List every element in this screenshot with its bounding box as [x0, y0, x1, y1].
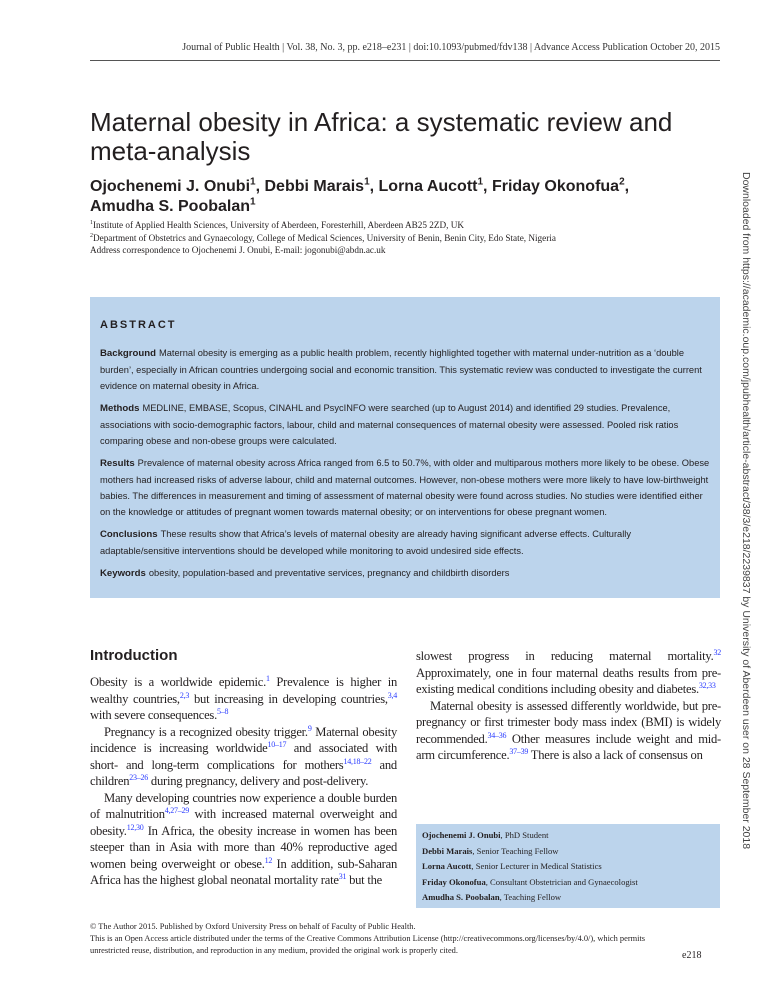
citation-reference: 31 — [338, 871, 347, 881]
author-affiliation-mark: 1 — [250, 176, 256, 188]
citation-reference: 9 — [307, 723, 312, 733]
bio-role: , Consultant Obstetrician and Gynaecologist — [485, 876, 638, 887]
abstract-box — [90, 297, 720, 598]
abstract-text: MEDLINE, EMBASE, Scopus, CINAHL and PsycINFO were searched (up to August 2014) and identified 29 studies. Prevalence, associations with socio-demographic factors, labour, child and maternal consequences of maternal obesity were assessed. Pooled risk ratios comparing obese and non-obese groups were calculated. — [100, 403, 679, 446]
citation-reference: 4,27–29 — [164, 805, 190, 815]
page-number: e218 — [682, 950, 702, 961]
citation-reference: 3,4 — [387, 690, 397, 700]
body-column-left — [90, 674, 397, 889]
article-title: Maternal obesity in Africa: a systematic review and meta-analysis — [90, 107, 673, 166]
abstract-section-background — [100, 345, 710, 394]
body-text: Maternal obesity is assessed differently worldwide, but pre-pregnancy or first trimester body mass index (BMI) is widely recommended. — [416, 698, 721, 746]
abstract-text: Maternal obesity is emerging as a public health problem, recently highlighted together with maternal under-nutrition as a ‘double burden’, especially in African countries undergoing social and economic transition. This systematic review was conducted to investigate the current evidence on maternal obesity in Africa. — [100, 348, 702, 391]
license-text: This is an Open Access article distributed under the terms of the Creative Commons Attribution License (http://creativecommons.org/licenses/by/4.0/), which permits unrestricted reuse, distribution, and reproduction in any medium, provided the original work is properly cited. — [90, 934, 646, 955]
author-affiliation-mark: 1 — [477, 176, 484, 188]
body-text: slowest progress in reducing maternal mortality. — [416, 649, 714, 663]
abstract-label: Background — [100, 348, 156, 359]
citation-reference: 32,33 — [698, 680, 716, 690]
paragraph — [90, 790, 397, 889]
citation-reference: 5–8 — [216, 706, 229, 716]
bio-role: , Senior Lecturer in Medical Statistics — [471, 861, 602, 871]
journal-header: Journal of Public Health | Vol. 38, No. 3, pp. e218–e231 | doi:10.1093/pubmed/fdv138 | Advance Access Publication October 20, 2015 — [182, 42, 720, 53]
abstract-section-results — [100, 455, 710, 520]
affiliation-2 — [90, 232, 690, 245]
bio-name: Debbi Marais — [422, 845, 473, 856]
author-bio — [422, 844, 714, 860]
citation-reference: 32 — [713, 647, 721, 657]
author-name: Lorna Aucott — [378, 178, 478, 195]
abstract-label: Conclusions — [100, 529, 158, 540]
section-heading-introduction: Introduction — [90, 647, 178, 664]
body-text: but the — [346, 873, 382, 887]
abstract-section-methods — [100, 400, 710, 449]
bio-role: , Senior Teaching Fellow — [472, 845, 559, 856]
body-text: In Africa, the obesity increase in women has been steeper than in Asia with more than 40% reproductive aged women being overweight or obese. — [90, 823, 397, 871]
author-bio — [422, 859, 714, 875]
abstract-label: Methods — [100, 403, 140, 414]
author-name: Amudha S. Poobalan — [90, 198, 251, 215]
author-affiliation-mark: 2 — [619, 176, 625, 188]
body-text: with increased maternal overweight and obesity. — [90, 807, 397, 838]
abstract-section-keywords — [100, 565, 710, 582]
affiliation-text: Institute of Applied Health Sciences, University of Aberdeen, Foresterhill, Aberdeen AB25 2ZD, UK — [93, 220, 464, 230]
body-text: but increasing in developing countries, — [189, 691, 388, 706]
body-text: There is also a lack of consensus on — [528, 748, 703, 762]
bio-name: Ojochenemi J. Onubi — [422, 830, 501, 840]
bio-role: , PhD Student — [500, 830, 549, 840]
abstract-heading: ABSTRACT — [100, 319, 177, 331]
correspondence: Address correspondence to Ojochenemi J. Onubi, E-mail: jogonubi@abdn.ac.uk — [90, 245, 386, 255]
citation-reference: 34–36 — [487, 730, 507, 740]
abstract-label: Results — [100, 458, 135, 469]
author-list: Ojochenemi J. Onubi$^1$, Debbi Marais$^1$, Lorna Aucott$^1$, Friday Okonofua$^2$, Amudha S. Poobalan$^1$ — [90, 176, 630, 215]
bio-name: Friday Okonofua — [422, 876, 486, 887]
paragraph — [416, 648, 721, 698]
abstract-text: These results show that Africa’s levels of maternal obesity are already having significant adverse effects. Culturally adaptable/sensitive interventions should be developed while monitoring to avoid undesired side effects. — [100, 529, 631, 556]
body-text: with severe consequences. — [90, 708, 217, 722]
author-name: Ojochenemi J. Onubi — [90, 178, 251, 195]
abstract-label: Keywords — [100, 568, 146, 579]
author-bio-box — [416, 824, 720, 908]
abstract-text: obesity, population-based and preventative services, pregnancy and childbirth disorders — [148, 568, 510, 578]
body-text: Pregnancy is a recognized obesity trigger. — [104, 724, 308, 739]
citation-reference: 12 — [264, 855, 273, 865]
affiliation-number: 2 — [90, 232, 93, 239]
bio-name: Amudha S. Poobalan — [422, 892, 500, 902]
affiliations — [90, 219, 690, 257]
body-text: Approximately, one in four maternal deaths results from pre-existing medical conditions including obesity and diabetes. — [416, 665, 721, 696]
paragraph — [90, 674, 397, 724]
citation-reference: 37–39 — [509, 746, 529, 756]
body-text: Obesity is a worldwide epidemic. — [90, 675, 266, 689]
paragraph — [416, 698, 721, 764]
author-name: Debbi Marais — [264, 178, 365, 195]
author-bio — [422, 890, 714, 906]
affiliation-1 — [90, 219, 690, 232]
abstract-text: Prevalence of maternal obesity across Africa ranged from 6.5 to 50.7%, with older and multiparous mothers more likely to be obese. Obese mothers had increased risks of adverse labour, child and maternal outcomes. However, non-obese mothers were more likely to have low-birthweight babies. The differences in measurement and timing of assessment of maternal obesity were found across studies. No studies were identified either on the knowledge or attitudes of pregnant women towards maternal obesity; or on interventions for obese pregnant women. — [100, 458, 710, 517]
citation-reference: 14,18–22 — [343, 756, 372, 766]
body-text: Prevalence is higher in wealthy countries, — [90, 675, 397, 706]
bio-name: Lorna Aucott — [422, 861, 472, 871]
copyright-line: © The Author 2015. Published by Oxford University Press on behalf of Faculty of Public Health. — [90, 922, 416, 931]
copyright-footer — [90, 921, 665, 957]
citation-reference: 2,3 — [179, 690, 190, 700]
author-name: Friday Okonofua — [491, 178, 620, 195]
affiliation-number: 1 — [90, 219, 93, 226]
author-affiliation-mark: 1 — [250, 196, 256, 208]
author-bio — [422, 828, 714, 844]
bio-role: , Teaching Fellow — [499, 892, 562, 902]
body-text: and associated with short- and long-term complications for mothers — [90, 741, 397, 772]
download-watermark: Downloaded from https://academic.oup.com/jpubhealth/article-abstract/38/3/e218/2239837 by University of Aberdeen user on 28 September 2018 — [740, 172, 752, 850]
author-affiliation-mark: 1 — [364, 176, 370, 188]
citation-reference: 1 — [265, 673, 270, 683]
citation-reference: 12,30 — [126, 822, 144, 832]
body-text: and children — [90, 757, 397, 788]
body-text: during pregnancy, delivery and post-delivery. — [148, 774, 369, 788]
citation-reference: 23–26 — [129, 772, 149, 782]
body-text: Many developing countries now experience a double burden of malnutrition — [90, 790, 397, 821]
body-text: In addition, sub-Saharan Africa has the highest global neonatal mortality rate — [90, 856, 397, 887]
paragraph — [90, 724, 397, 790]
citation-reference: 10–17 — [267, 739, 287, 749]
body-text: Other measures include weight and mid-arm circumference. — [416, 731, 721, 762]
author-bio — [422, 875, 714, 891]
header-divider — [90, 60, 720, 61]
body-column-right — [416, 648, 721, 764]
body-text: Maternal obesity incidence is increasing worldwide — [90, 724, 397, 755]
affiliation-text: Department of Obstetrics and Gynaecology, College of Medical Sciences, University of Benin, Benin City, Edo State, Nigeria — [93, 232, 556, 243]
abstract-section-conclusions — [100, 526, 710, 559]
